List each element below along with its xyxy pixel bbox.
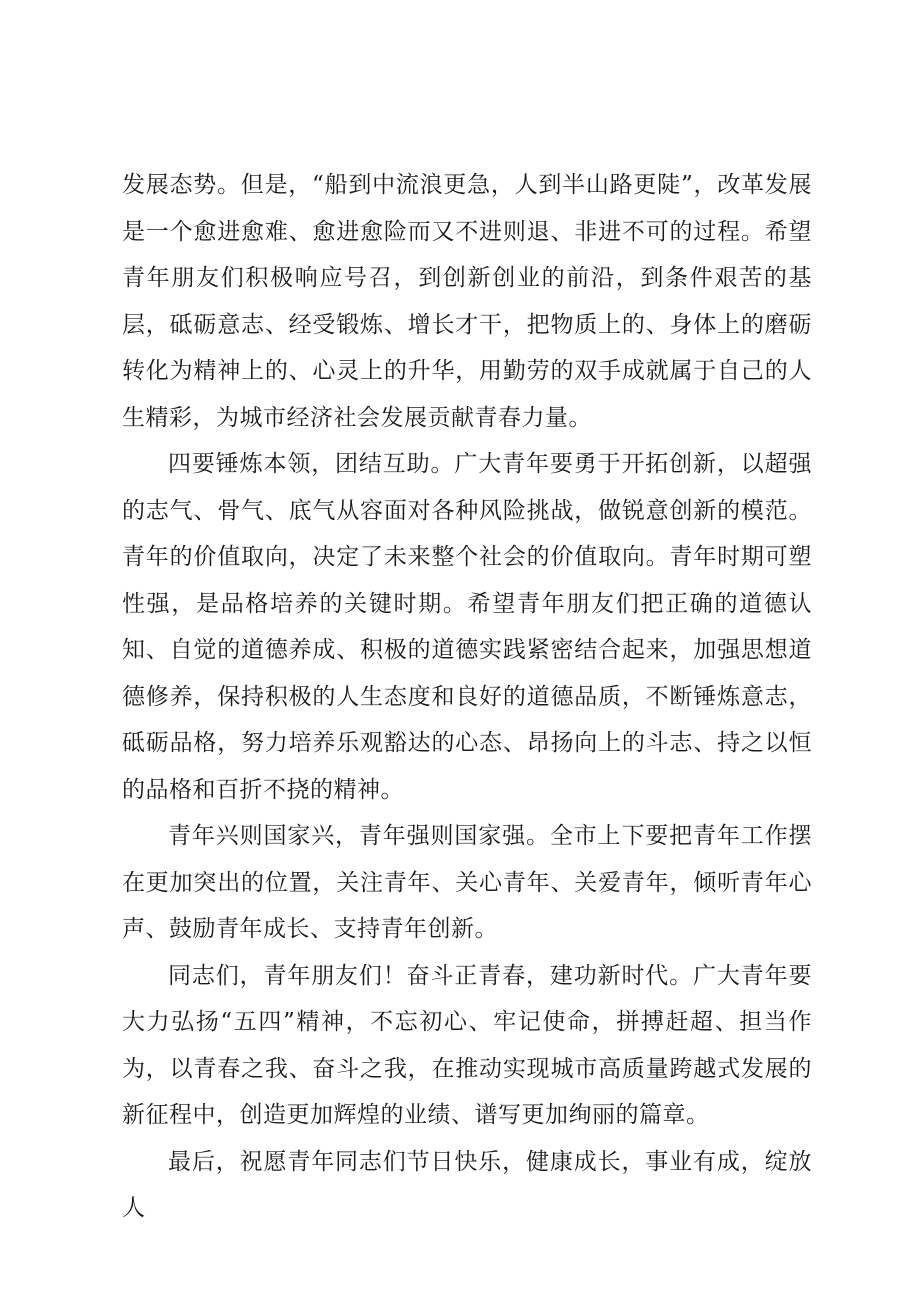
paragraph-closing-wishes: 最后，祝愿青年同志们节日快乐，健康成长，事业有成，绽放人 [122,1148,812,1221]
paragraph-youth-prosper: 青年兴则国家兴，青年强则国家强。全市上下要把青年工作摆在更加突出的位置，关注青年、关心青年、关爱青年，倾听青年心声、鼓励青年成长、支持青年创新。 [122,823,812,942]
document-body [122,162,812,1232]
paragraph-continued: 发展态势。但是，“船到中流浪更急，人到半山路更陡”，改革发展是一个愈进愈难、愈进愈险而又不进则退、非进不可的过程。希望青年朋友们积极响应号召，到创新创业的前沿，到条件艰苦的基层，砥砺意志、经受锻炼、增长才干，把物质上的、身体上的磨砺转化为精神上的、心灵上的升华，用勤劳的双手成就属于自己的人生精彩，为城市经济社会发展贡献青春力量。 [122,172,812,431]
paragraph-comrades: 同志们，青年朋友们！奋斗正青春，建功新时代。广大青年要大力弘扬“五四”精神，不忘初心、牢记使命，拼搏赶超、担当作为，以青春之我、奋斗之我，在推动实现城市高质量跨越式发展的新征程中，创造更加辉煌的业绩、谱写更加绚丽的篇章。 [122,962,812,1128]
paragraph-temper-skills: 四要锤炼本领，团结互助。广大青年要勇于开拓创新，以超强的志气、骨气、底气从容面对各种风险挑战，做锐意创新的模范。青年的价值取向，决定了未来整个社会的价值取向。青年时期可塑性强，是品格培养的关键时期。希望青年朋友们把正确的道德认知、自觉的道德养成、积极的道德实践紧密结合起来，加强思想道德修养，保持积极的人生态度和良好的道德品质，不断锤炼意志，砥砺品格，努力培养乐观豁达的心态、昂扬向上的斗志、持之以恒的品格和百折不挠的精神。 [122,451,812,803]
